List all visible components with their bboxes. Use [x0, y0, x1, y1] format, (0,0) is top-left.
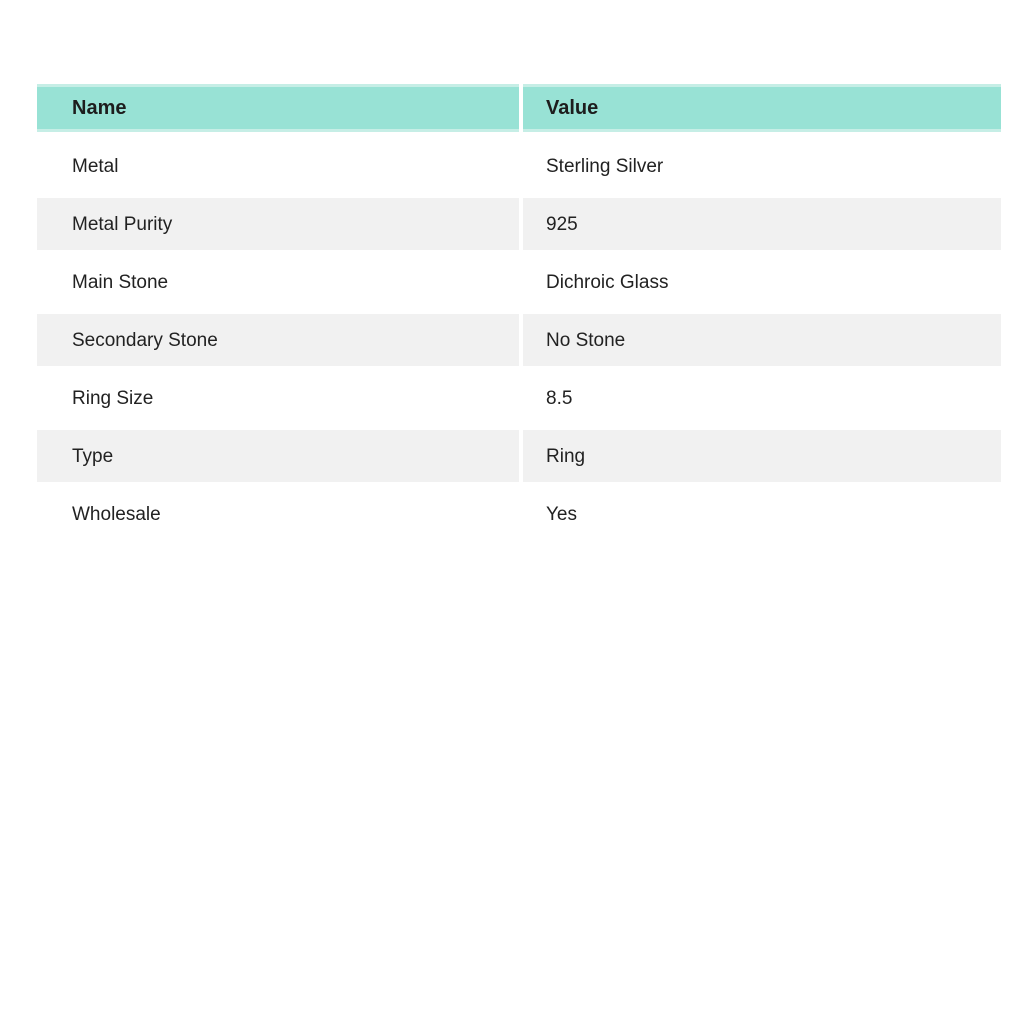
column-header-name: Name	[37, 84, 519, 132]
attribute-value-cell: Sterling Silver	[546, 155, 664, 177]
product-attributes-table	[37, 84, 1001, 543]
table-row	[37, 195, 1001, 253]
column-header-value: Value	[523, 84, 1001, 132]
attribute-name-cell: Main Stone	[72, 271, 169, 293]
table-row	[37, 253, 1001, 311]
attribute-name-cell: Type	[37, 430, 519, 482]
attribute-value-cell: 8.5	[546, 387, 573, 409]
attribute-value-cell: 925	[523, 198, 1001, 250]
attribute-value-cell: Ring	[523, 430, 1001, 482]
attribute-name-cell: Wholesale	[72, 503, 161, 525]
attribute-value-cell: No Stone	[523, 314, 1001, 366]
attribute-name-cell: Metal	[72, 155, 119, 177]
table-row	[37, 369, 1001, 427]
table-row	[37, 311, 1001, 369]
table-row	[37, 427, 1001, 485]
table-row	[37, 137, 1001, 195]
attribute-name-cell: Metal Purity	[37, 198, 519, 250]
table-body	[37, 137, 1001, 543]
attribute-value-cell: Yes	[546, 503, 577, 525]
attribute-name-cell: Secondary Stone	[37, 314, 519, 366]
table-header-row	[37, 84, 1001, 132]
table-row	[37, 485, 1001, 543]
attribute-name-cell: Ring Size	[72, 387, 154, 409]
attribute-value-cell: Dichroic Glass	[546, 271, 669, 293]
